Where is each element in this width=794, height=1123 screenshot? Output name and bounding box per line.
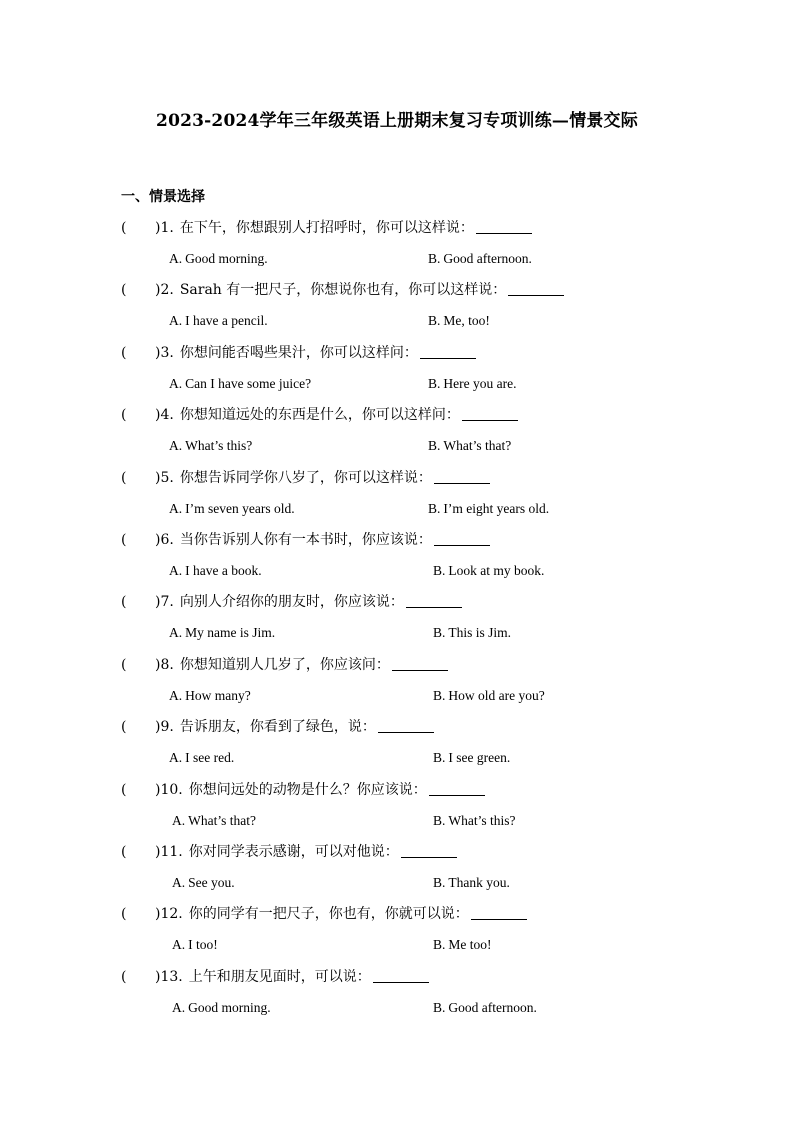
- question-11: [121, 842, 457, 862]
- section-heading: 一、情景选择: [121, 189, 205, 205]
- option-a[interactable]: [172, 811, 256, 831]
- option-letter: A.: [169, 563, 183, 578]
- question-number: )8.: [155, 656, 174, 673]
- option-b[interactable]: [428, 499, 549, 519]
- answer-blank[interactable]: [406, 593, 462, 608]
- question-number: )12.: [155, 906, 183, 923]
- option-text: My name is Jim.: [185, 625, 276, 641]
- option-text: Good afternoon.: [443, 251, 532, 266]
- question-12: [121, 904, 527, 924]
- option-text: Look at my book.: [448, 563, 545, 578]
- option-letter: B.: [433, 750, 446, 766]
- question-number: )2.: [155, 282, 174, 299]
- option-a[interactable]: [172, 935, 218, 955]
- option-b[interactable]: [433, 935, 492, 955]
- question-text: 你对同学表示感谢，可以对他说：: [188, 844, 399, 860]
- option-letter: B.: [433, 563, 446, 578]
- option-text: I have a book.: [185, 563, 262, 578]
- question-text: 你的同学有一把尺子，你也有，你就可以说：: [188, 906, 469, 923]
- option-letter: B.: [433, 875, 446, 890]
- option-text: I too!: [188, 937, 218, 953]
- answer-blank[interactable]: [429, 781, 485, 796]
- answer-paren[interactable]: (: [121, 594, 127, 611]
- option-a[interactable]: [169, 311, 268, 331]
- option-a[interactable]: [169, 499, 295, 519]
- option-b[interactable]: [433, 686, 545, 706]
- answer-paren[interactable]: (: [121, 344, 127, 361]
- question-8: [121, 655, 448, 675]
- option-a[interactable]: [172, 873, 235, 893]
- option-text: I see green.: [448, 750, 511, 766]
- option-letter: B.: [433, 625, 446, 641]
- question-text: 在下午，你想跟别人打招呼时，你可以这样说：: [179, 220, 474, 236]
- option-text: What’s this?: [185, 438, 253, 454]
- option-letter: A.: [169, 500, 183, 516]
- answer-paren[interactable]: (: [121, 844, 127, 860]
- question-number: )6.: [155, 532, 174, 548]
- option-b[interactable]: [433, 623, 511, 643]
- answer-blank[interactable]: [401, 843, 457, 858]
- option-text: I see red.: [185, 750, 235, 766]
- option-letter: A.: [169, 251, 183, 266]
- option-letter: B.: [433, 687, 446, 703]
- option-text: This is Jim.: [448, 625, 512, 641]
- answer-paren[interactable]: (: [121, 906, 127, 923]
- answer-blank[interactable]: [420, 344, 476, 359]
- answer-blank[interactable]: [373, 968, 429, 983]
- option-a[interactable]: [169, 623, 275, 643]
- answer-blank[interactable]: [378, 718, 434, 733]
- option-text: Here you are.: [443, 375, 517, 391]
- page-title: 2023-2024学年三年级英语上册期末复习专项训练—情景交际: [156, 111, 638, 131]
- option-letter: B.: [433, 999, 446, 1015]
- option-letter: B.: [433, 812, 446, 828]
- option-a[interactable]: [169, 374, 311, 394]
- option-b[interactable]: [433, 561, 544, 581]
- question-text: 你想知道远处的东西是什么，你可以这样问：: [179, 407, 460, 424]
- option-text: See you.: [188, 875, 235, 890]
- question-text: 你想问能否喝些果汁，你可以这样问：: [179, 344, 418, 361]
- option-b[interactable]: [433, 998, 537, 1018]
- option-text: What’s this?: [448, 812, 516, 828]
- question-10: [121, 780, 485, 800]
- option-letter: A.: [169, 687, 183, 703]
- option-letter: A.: [169, 750, 183, 766]
- option-letter: A.: [172, 875, 186, 890]
- question-7: [121, 592, 462, 612]
- answer-blank[interactable]: [462, 406, 518, 421]
- question-number: )4.: [155, 407, 174, 424]
- option-letter: B.: [428, 500, 441, 516]
- question-text: 上午和朋友见面时，可以说：: [188, 968, 371, 985]
- question-number: )10.: [155, 781, 183, 798]
- option-letter: B.: [433, 937, 446, 953]
- option-letter: A.: [172, 999, 186, 1015]
- option-a[interactable]: [169, 748, 234, 768]
- question-number: )5.: [155, 469, 174, 486]
- question-4: [121, 405, 518, 425]
- answer-blank[interactable]: [508, 281, 564, 296]
- question-text: 向别人介绍你的朋友时，你应该说：: [179, 594, 404, 611]
- option-a[interactable]: [169, 686, 251, 706]
- question-number: )1.: [155, 220, 174, 236]
- question-number: )11.: [155, 844, 183, 860]
- answer-blank[interactable]: [471, 905, 527, 920]
- question-text: Sarah 有一把尺子，你想说你也有，你可以这样说：: [179, 282, 507, 299]
- option-text: What’s that?: [443, 438, 512, 454]
- option-letter: A.: [169, 625, 183, 641]
- option-a[interactable]: [172, 998, 271, 1018]
- answer-paren[interactable]: (: [121, 968, 127, 985]
- question-text: 你想问远处的动物是什么？你应该说：: [188, 781, 427, 798]
- option-a[interactable]: [169, 436, 252, 456]
- option-b[interactable]: [433, 811, 516, 831]
- question-number: )3.: [155, 344, 174, 361]
- answer-paren[interactable]: (: [121, 656, 127, 673]
- answer-blank[interactable]: [434, 531, 490, 546]
- option-text: I have a pencil.: [185, 313, 268, 329]
- question-text: 你想告诉同学你八岁了，你可以这样说：: [179, 469, 432, 486]
- answer-blank[interactable]: [434, 469, 490, 484]
- answer-paren[interactable]: (: [121, 407, 127, 424]
- answer-paren[interactable]: (: [121, 719, 127, 736]
- question-number: )7.: [155, 594, 174, 611]
- option-text: How old are you?: [448, 687, 545, 703]
- option-b[interactable]: [433, 873, 510, 893]
- option-b[interactable]: [433, 748, 510, 768]
- question-1: [121, 218, 532, 238]
- question-3: [121, 343, 476, 363]
- question-text: 当你告诉别人你有一本书时，你应该说：: [179, 532, 432, 548]
- option-text: Me too!: [448, 937, 492, 953]
- answer-blank[interactable]: [392, 656, 448, 671]
- answer-paren[interactable]: (: [121, 282, 127, 299]
- question-number: )9.: [155, 719, 174, 736]
- option-text: What’s that?: [188, 812, 256, 828]
- option-text: I’m eight years old.: [443, 500, 550, 516]
- option-b[interactable]: [428, 436, 511, 456]
- option-b[interactable]: [428, 374, 516, 394]
- option-letter: B.: [428, 438, 441, 454]
- question-6: [121, 530, 490, 550]
- option-letter: A.: [169, 438, 183, 454]
- question-number: )13.: [155, 968, 183, 985]
- question-13: [121, 967, 429, 987]
- option-text: I’m seven years old.: [185, 500, 295, 516]
- question-9: [121, 717, 434, 737]
- option-b[interactable]: [428, 249, 532, 269]
- question-2: [121, 280, 564, 300]
- option-a[interactable]: [169, 249, 268, 269]
- option-a[interactable]: [169, 561, 262, 581]
- option-letter: B.: [428, 375, 441, 391]
- option-letter: B.: [428, 313, 441, 329]
- option-text: Thank you.: [448, 875, 510, 890]
- answer-blank[interactable]: [476, 219, 532, 234]
- answer-paren[interactable]: (: [121, 532, 127, 548]
- answer-paren[interactable]: (: [121, 220, 127, 236]
- option-letter: A.: [172, 937, 186, 953]
- option-text: How many?: [185, 687, 251, 703]
- question-5: [121, 468, 490, 488]
- option-letter: A.: [172, 812, 186, 828]
- question-text: 你想知道别人几岁了，你应该问：: [179, 656, 390, 673]
- option-text: Me, too!: [443, 313, 490, 329]
- option-letter: A.: [169, 313, 183, 329]
- answer-paren[interactable]: (: [121, 781, 127, 798]
- option-letter: B.: [428, 251, 441, 266]
- option-text: Good morning.: [185, 251, 268, 266]
- option-b[interactable]: [428, 311, 490, 331]
- option-text: Good morning.: [188, 999, 271, 1015]
- option-letter: A.: [169, 375, 183, 391]
- option-text: Can I have some juice?: [185, 375, 312, 391]
- answer-paren[interactable]: (: [121, 469, 127, 486]
- question-text: 告诉朋友，你看到了绿色，说：: [179, 719, 376, 736]
- option-text: Good afternoon.: [448, 999, 537, 1015]
